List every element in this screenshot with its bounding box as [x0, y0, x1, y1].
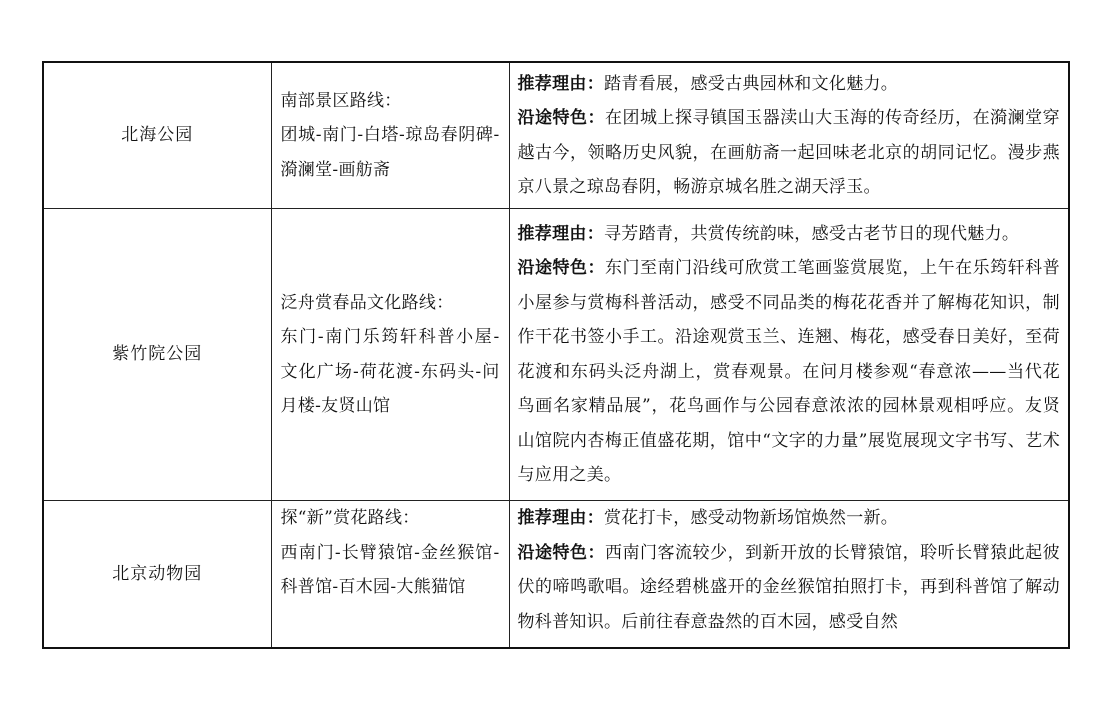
feature-text: 东门至南门沿线可欣赏工笔画鉴赏展览，上午在乐筠轩科普小屋参与赏梅科普活动，感受不同品类的梅花花香并了解梅花知识，制作干花书签小手工。沿途观赏玉兰、连翘、梅花，感受春日美好，至荷花渡和东码头泛舟湖上，赏春观景。在问月楼参观“春意浓——当代花鸟画名家精品展”，花鸟画作与公园春意浓浓的园林景观相呼应。友贤山馆院内杏梅正值盛花期，馆中“文字的力量”展览展现文字书写、艺术与应用之美。 [517, 258, 1060, 485]
table-row [43, 209, 1069, 501]
feature-line [518, 536, 1061, 640]
reason-line [518, 67, 1061, 102]
reason-label: 推荐理由： [517, 508, 604, 528]
table-row [43, 501, 1069, 649]
reason-label: 推荐理由： [517, 223, 604, 244]
feature-label: 沿途特色： [517, 108, 606, 128]
feature-line [518, 251, 1061, 493]
route-cell [271, 62, 509, 209]
description-cell [509, 209, 1069, 501]
park-name-cell: 北京动物园 [43, 501, 271, 649]
feature-label: 沿途特色： [517, 258, 606, 278]
route-path: 东门-南门乐筠轩科普小屋-文化广场-荷花渡-东码头-问月楼-友贤山馆 [280, 327, 500, 416]
reason-line [518, 501, 1061, 536]
route-title: 泛舟赏春品文化路线： [280, 292, 454, 313]
reason-text: 踏青看展，感受古典园林和文化魅力。 [604, 73, 899, 94]
description-cell [509, 501, 1069, 649]
description-cell [509, 62, 1069, 209]
route-path: 西南门-长臂猿馆-金丝猴馆-科普馆-百木园-大熊猫馆 [280, 542, 500, 597]
route-title: 南部景区路线： [280, 90, 402, 111]
reason-text: 寻芳踏青，共赏传统韵味，感受古老节日的现代魅力。 [604, 223, 1020, 244]
feature-label: 沿途特色： [517, 542, 606, 563]
feature-text: 西南门客流较少，到新开放的长臂猿馆，聆听长臂猿此起彼伏的啼鸣歌唱。途经碧桃盛开的金丝猴馆拍照打卡，再到科普馆了解动物科普知识。后前往春意盎然的百木园，感受自然 [517, 542, 1060, 632]
reason-label: 推荐理由： [517, 73, 604, 94]
table-row [43, 62, 1069, 209]
reason-line [518, 217, 1061, 252]
reason-text: 赏花打卡，感受动物新场馆焕然一新。 [604, 508, 899, 528]
park-name-cell: 北海公园 [43, 62, 271, 209]
route-title: 探“新”赏花路线： [280, 508, 420, 528]
park-route-table [42, 61, 1070, 649]
route-cell [271, 501, 509, 649]
route-cell [271, 209, 509, 501]
feature-text: 在团城上探寻镇国玉器渎山大玉海的传奇经历，在漪澜堂穿越古今，领略历史风貌，在画舫斋一起回味老北京的胡同记忆。漫步燕京八景之琼岛春阴，畅游京城名胜之湖天浮玉。 [517, 108, 1060, 197]
route-path: 团城-南门-白塔-琼岛春阴碑-漪澜堂-画舫斋 [280, 125, 500, 180]
park-name-cell: 紫竹院公园 [43, 209, 271, 501]
feature-line [518, 101, 1061, 205]
